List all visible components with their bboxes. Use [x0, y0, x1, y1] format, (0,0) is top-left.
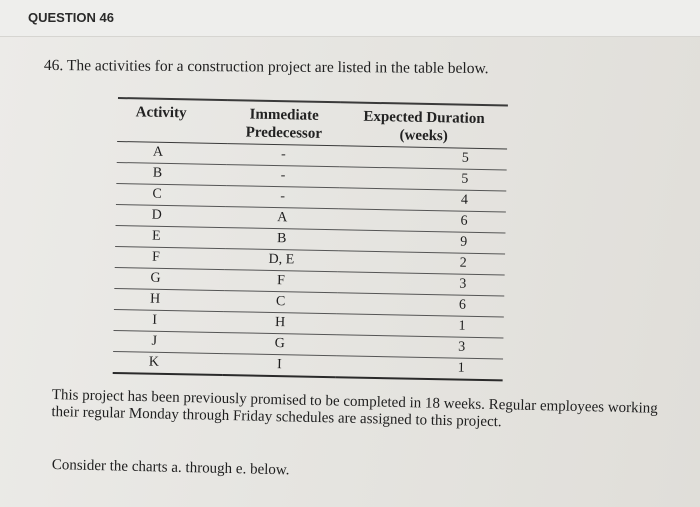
cell-duration: 3 — [336, 335, 504, 359]
cell-duration: 1 — [335, 356, 503, 381]
cell-activity: F — [115, 246, 226, 269]
cell-duration: 2 — [337, 251, 505, 275]
cell-duration: 3 — [337, 272, 505, 296]
cell-activity: J — [113, 330, 224, 353]
cell-duration: 4 — [339, 188, 507, 212]
question-prompt: 46. The activities for a construction project are listed in the table below. — [43, 57, 489, 78]
question-header — [0, 0, 700, 37]
cell-activity: C — [116, 183, 227, 206]
cell-duration: 5 — [339, 167, 507, 191]
header-predecessor: Immediate Predecessor — [245, 106, 323, 142]
paragraph-project-info: This project has been previously promised to be completed in 18 weeks. Regular employees working their regular Monday through Friday schedules are assigned to this project. — [51, 387, 658, 431]
cell-activity: K — [113, 351, 224, 375]
cell-predecessor: B — [225, 228, 338, 251]
table-header-row — [117, 99, 508, 148]
paragraph-consider-charts: Consider the charts a. through e. below. — [51, 457, 290, 479]
activity-table — [113, 97, 508, 381]
cell-predecessor: - — [226, 186, 339, 209]
question-number-label: QUESTION 46 — [28, 10, 114, 25]
cell-activity: I — [114, 309, 225, 332]
cell-activity: B — [116, 162, 227, 185]
cell-activity: H — [114, 288, 225, 311]
cell-predecessor: D, E — [225, 249, 338, 272]
cell-predecessor: F — [225, 270, 338, 293]
header-activity: Activity — [135, 104, 187, 122]
cell-duration: 5 — [339, 146, 507, 170]
cell-predecessor: G — [223, 333, 336, 356]
cell-activity: E — [115, 225, 226, 248]
cell-activity: G — [114, 267, 225, 290]
cell-duration: 1 — [336, 314, 504, 338]
cell-duration: 6 — [337, 293, 505, 317]
header-duration: Expected Duration (weeks) — [363, 108, 485, 145]
cell-activity: A — [117, 141, 228, 164]
cell-predecessor: H — [224, 312, 337, 335]
cell-predecessor: - — [227, 144, 340, 167]
cell-predecessor: I — [223, 354, 336, 378]
cell-duration: 6 — [338, 209, 506, 233]
cell-predecessor: C — [224, 291, 337, 314]
cell-activity: D — [116, 204, 227, 227]
cell-duration: 9 — [338, 230, 506, 254]
cell-predecessor: - — [227, 165, 340, 188]
cell-predecessor: A — [226, 207, 339, 230]
